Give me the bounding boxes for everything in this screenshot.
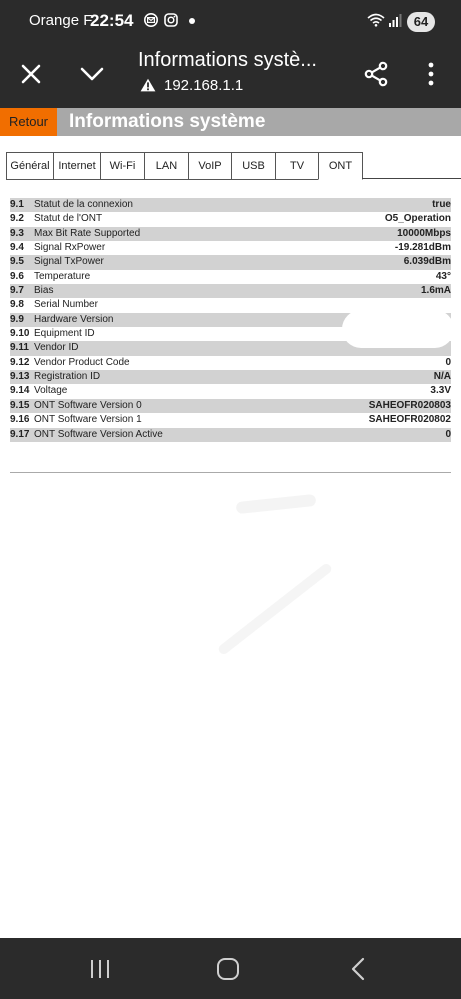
kebab-menu-icon <box>427 62 435 86</box>
table-row: 9.5 Signal TxPower 6.039dBm <box>10 255 451 269</box>
tab-baseline <box>362 178 461 179</box>
section-divider <box>10 472 451 473</box>
instagram-notification-icon <box>164 13 178 27</box>
table-row: 9.4 Signal RxPower -19.281dBm <box>10 242 451 254</box>
cell-signal-icon <box>388 13 402 27</box>
redacted-area <box>342 310 454 348</box>
chevron-down-icon <box>80 66 104 82</box>
battery-level: 64 <box>407 12 435 32</box>
table-row: 9.10 Equipment ID <box>10 328 95 340</box>
screen-smudge <box>236 494 317 514</box>
table-row: 9.2 Statut de l'ONT O5_Operation <box>10 213 451 225</box>
system-nav-bar <box>0 938 461 999</box>
recent-apps-icon <box>89 959 111 979</box>
close-button[interactable] <box>11 54 51 94</box>
page-header <box>0 108 461 136</box>
close-icon <box>20 63 42 85</box>
minimize-button[interactable] <box>72 54 112 94</box>
carrier-name: Orange F <box>29 12 93 29</box>
table-row: 9.3 Max Bit Rate Supported 10000Mbps <box>10 227 451 241</box>
tab-ont[interactable]: ONT <box>318 152 363 180</box>
tab-general[interactable]: Général <box>6 152 54 180</box>
tab-internet[interactable]: Internet <box>53 152 101 180</box>
page-title: Informations système <box>69 111 266 132</box>
tab-lan[interactable]: LAN <box>144 152 189 180</box>
table-row: 9.6 Temperature 43° <box>10 270 451 282</box>
table-row: 9.12 Vendor Product Code 0 <box>10 356 451 368</box>
table-row: 9.7 Bias 1.6mA <box>10 284 451 298</box>
page-title-tab: Informations systè... <box>138 49 317 71</box>
table-row: 9.14 Voltage 3.3V <box>10 385 451 397</box>
tab-wifi[interactable]: Wi-Fi <box>100 152 145 180</box>
browser-app-bar <box>0 44 461 108</box>
tab-voip[interactable]: VoIP <box>188 152 232 180</box>
table-row: 9.9 Hardware Version <box>10 313 451 327</box>
share-icon <box>363 61 389 87</box>
table-row: 9.8 Serial Number <box>10 299 98 311</box>
table-row: 9.15 ONT Software Version 0 SAHEOFR020803 <box>10 399 451 413</box>
more-notifications-dot <box>189 18 195 24</box>
status-bar <box>0 0 461 44</box>
table-row: 9.1 Statut de la connexion true <box>10 198 451 212</box>
tab-bar <box>0 152 461 180</box>
back-nav-button[interactable] <box>343 954 373 984</box>
table-row: 9.16 ONT Software Version 1 SAHEOFR020802 <box>10 414 451 426</box>
home-button[interactable] <box>213 954 243 984</box>
url-text[interactable]: 192.168.1.1 <box>164 77 244 94</box>
back-button[interactable]: Retour <box>0 108 57 136</box>
share-button[interactable] <box>356 54 396 94</box>
recent-apps-button[interactable] <box>85 954 115 984</box>
warning-icon <box>140 78 156 97</box>
table-row: 9.11 Vendor ID <box>10 341 451 355</box>
screen-smudge <box>217 562 333 656</box>
table-row: 9.13 Registration ID N/A <box>10 370 451 384</box>
clock: 22:54 <box>90 11 134 30</box>
more-options-button[interactable] <box>411 54 451 94</box>
home-icon <box>216 957 240 981</box>
back-arrow-icon <box>350 957 366 981</box>
wifi-icon <box>367 13 385 27</box>
tab-tv[interactable]: TV <box>275 152 319 180</box>
mail-notification-icon <box>144 13 158 27</box>
table-row: 9.17 ONT Software Version Active 0 <box>10 428 451 442</box>
tab-usb[interactable]: USB <box>231 152 276 180</box>
